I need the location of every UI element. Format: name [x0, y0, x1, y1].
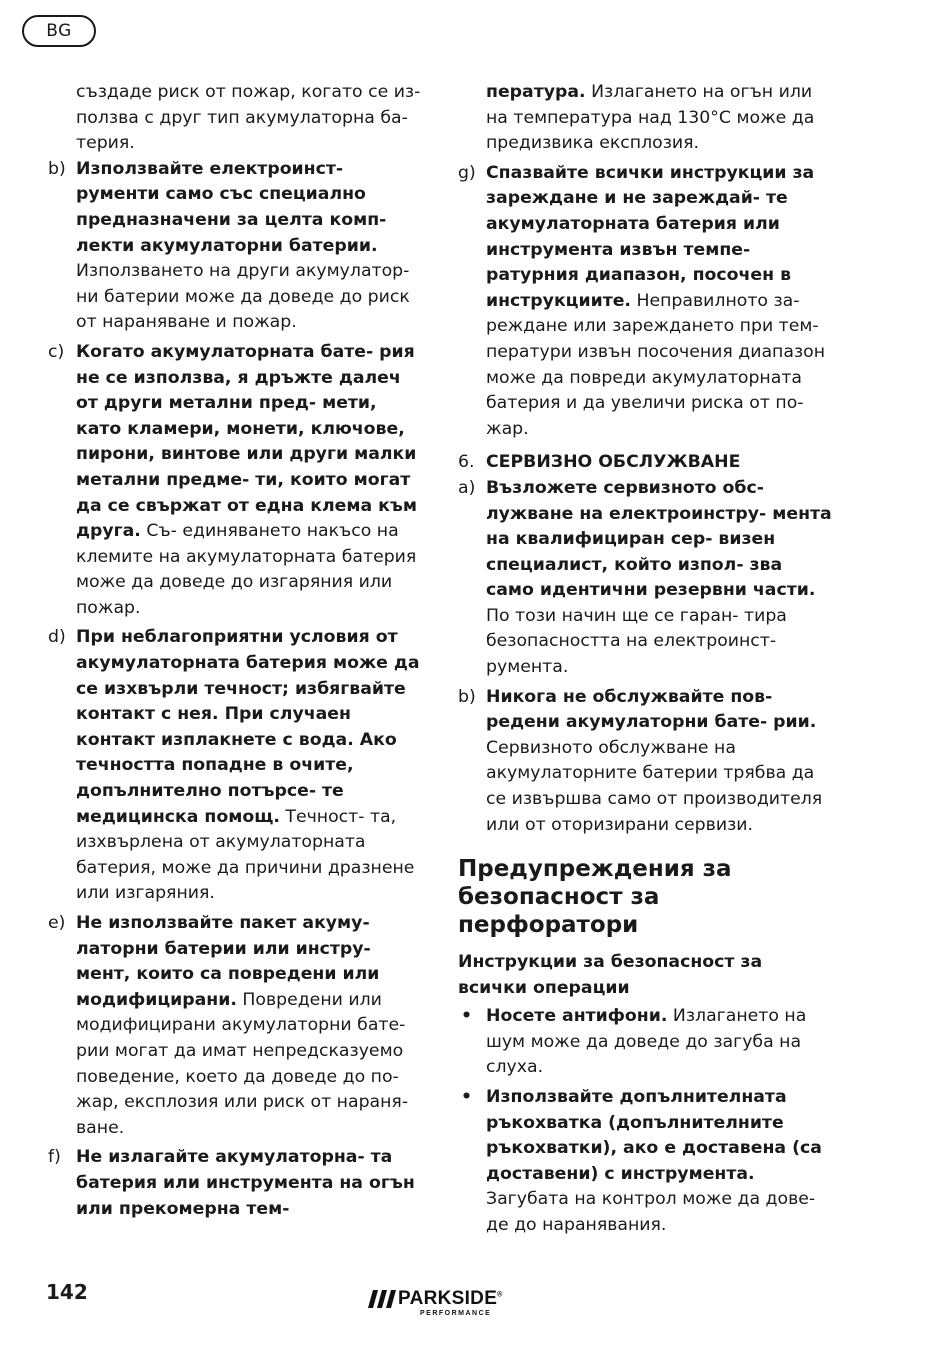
bullet-bold-text: Използвайте допълнителната ръкохватка (допълнителните ръкохватки), ако е доставена (са доставени) с инструмента. [486, 1087, 822, 1184]
item-bold-text: Никога не обслужвайте пов- редени акумулаторни бате- рии. [486, 686, 817, 733]
item-label: b) [458, 686, 476, 707]
brand-name: PARKSIDE® [398, 1288, 503, 1309]
item-text: Течност- та, изхвърлена от акумулаторната батерия, може да причини дразнене или изгаряния. [76, 806, 415, 904]
bullet-icon: • [461, 1087, 473, 1107]
item-label: f) [48, 1147, 61, 1168]
bullet-item [458, 1085, 836, 1239]
continued-paragraph [458, 80, 836, 157]
bullet-bold-text: Носете антифони. [486, 1006, 668, 1027]
bullet-text: Излагането на шум може да доведе до загуба на слуха. [486, 1006, 807, 1078]
brand-subtitle: PERFORMANCE [420, 1310, 492, 1317]
continued-text: Излагането на огън или на температура над 130°C може да предизвика експлозия. [486, 82, 815, 154]
item-bold-text: Не излагайте акумулаторна- та батерия или инструмента на огън или прекомерна тем- [76, 1147, 415, 1219]
item-text: По този начин ще се гаран- тира безопасността на електроинст- румента. [486, 605, 787, 678]
intro-paragraph: създаде риск от пожар, когато се из- ползва с друг тип акумулаторна ба- терия. [76, 82, 421, 154]
right-column [458, 80, 836, 1239]
item-bold-text: Спазвайте всички инструкции за зареждане и не зареждай- те акумулаторната батерия или инструмента извън темпе- ратурния диапазон, посочен в инструкциите. [486, 162, 815, 311]
safety-item-b [48, 157, 423, 336]
safety-item-f [48, 1145, 423, 1222]
item-text: Неправилното за- реждане или зареждането при тем- ператури извън посочения диапазон може да повреди акумулаторната батерия и да увеличи риска от по- жар. [486, 290, 826, 439]
section-number: 6. [458, 452, 475, 473]
hammer-safety-heading: Предупреждения за безопасност за перфоратори [458, 856, 732, 939]
item-text: Повредени или модифицирани акумулаторни бате- рии могат да имат непредсказуемо поведение, което да доведе до по- жар, експлозия или риск от нараня- ване. [76, 989, 409, 1138]
item-label: d) [48, 627, 66, 648]
item-label: c) [48, 341, 65, 362]
item-text: Използването на други акумулатор- ни батерии може да доведе до риск от нараняване и пожар. [76, 261, 410, 333]
bullet-icon: • [461, 1006, 473, 1027]
logo-stripes-icon [368, 1290, 396, 1308]
item-bold-text: Използвайте електроинст- рументи само със специално предназначени за целта комп- лекти акумулаторни батерии. [76, 158, 387, 256]
operations-subheading: Инструкции за безопасност за всички операции [458, 952, 763, 999]
item-label: g) [458, 162, 476, 183]
safety-item-c [48, 340, 423, 622]
language-badge: BG [22, 15, 96, 47]
safety-item-d [48, 625, 423, 907]
service-item-a [458, 476, 836, 681]
bullet-text: Загубата на контрол може да дове- де до наранявания. [486, 1189, 816, 1235]
section-heading [458, 450, 836, 476]
item-text: Сервизното обслужване на акумулаторните батерии трябва да се извършва само от производителя или от оторизирани сервизи. [486, 737, 823, 835]
item-bold-text: При неблагоприятни условия от акумулаторната батерия може да се изхвърли течност; избягвайте контакт с нея. При случаен контакт изплакнете с вода. Ако течността попадне в очите, допълнително потърсе- те медицинска помощ. [76, 627, 420, 827]
item-bold-text: Когато акумулаторната бате- рия не се използва, я дръжте далеч от други метални пред- мети, като кламери, монети, ключове, пирони, винтове или други малки метални предме- ти, които могат да се свържат от една клема към друга. [76, 341, 417, 542]
item-label: b) [48, 158, 66, 179]
bullet-item [458, 1004, 836, 1081]
item-bold-text: Възложете сервизното обс- лужване на електроинстру- мента на квалифициран сер- визен специалист, който изпол- зва само идентични резервни части. [486, 477, 832, 601]
item-text: Съ- единяването накъсо на клемите на акумулаторната батерия може да доведе до изгаряния или пожар. [76, 521, 417, 618]
continued-bold-text: пература. [486, 82, 586, 102]
safety-item-e [48, 911, 423, 1141]
section-title: СЕРВИЗНО ОБСЛУЖВАНЕ [486, 452, 741, 473]
service-item-b [458, 685, 836, 839]
parkside-logo [368, 1288, 518, 1322]
safety-item-g [458, 161, 836, 443]
item-label: a) [458, 477, 476, 498]
item-label: e) [48, 913, 66, 933]
page-number: 142 [46, 1280, 88, 1304]
left-column [48, 80, 423, 1222]
item-bold-text: Не използвайте пакет акуму- латорни батерии или инстру- мент, които са повредени или модифицирани. [76, 913, 380, 1010]
